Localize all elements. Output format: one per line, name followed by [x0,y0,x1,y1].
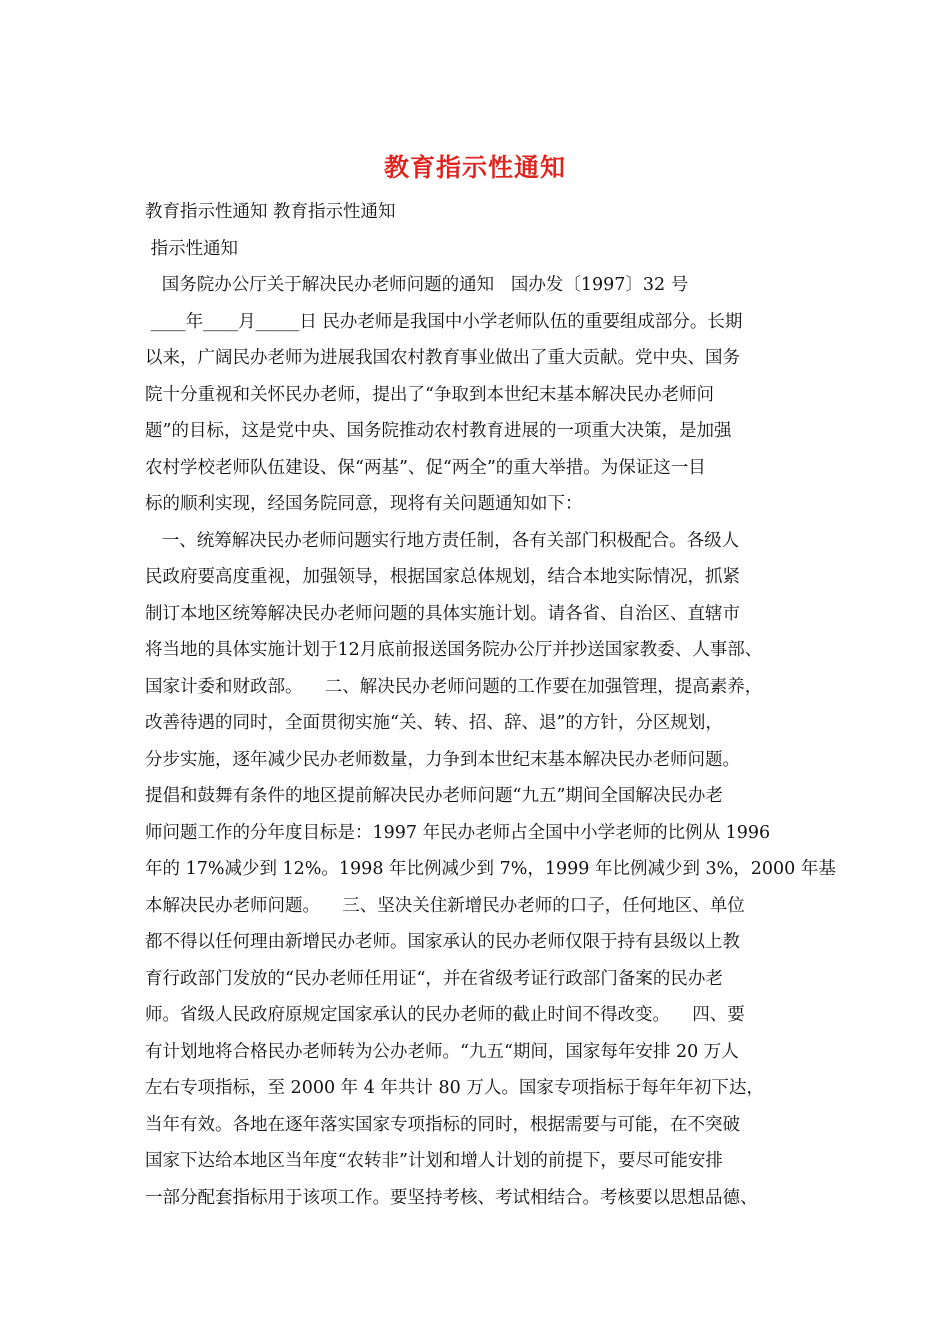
body-line: 师问题工作的分年度目标是：1997 年民办老师占全国中小学老师的比例从 1996 [145,822,771,843]
body-line: 当年有效。各地在逐年落实国家专项指标的同时，根据需要与可能，在不突破 [145,1114,740,1135]
body-line: 师。省级人民政府原规定国家承认的民办老师的截止时间不得改变。 四、要 [145,1005,745,1025]
body-line: ____年____月_____日 民办老师是我国中小学老师队伍的重要组成部分。长期 [145,311,743,332]
body-line: 标的顺利实现，经国务院同意，现将有关问题通知如下： [145,494,583,514]
body-line: 民政府要高度重视，加强领导，根据国家总体规划，结合本地实际情况，抓紧 [145,567,740,587]
body-line: 一部分配套指标用于该项工作。要坚持考核、考试相结合。考核要以思想品德、 [145,1187,758,1208]
body-line: 国家下达给本地区当年度“农转非”计划和增人计划的前提下，要尽可能安排 [145,1151,723,1171]
body-line: 指示性通知 [145,238,239,259]
document-body [145,194,836,1216]
body-line: 分步实施，逐年减少民办老师数量，力争到本世纪末基本解决民办老师问题。 [145,749,740,770]
body-line: 左右专项指标，至 2000 年 4 年共计 80 万人。国家专项指标于每年年初下达， [145,1078,764,1098]
body-line: 国务院办公厅关于解决民办老师问题的通知 国办发〔1997〕32 号 [145,275,689,295]
body-line: 改善待遇的同时，全面贯彻实施“关、转、招、辞、退”的方针，分区规划， [145,713,723,733]
body-line: 题”的目标，这是党中央、国务院推动农村教育进展的一项重大决策，是加强 [145,421,732,441]
body-line: 本解决民办老师问题。 三、坚决关住新增民办老师的口子，任何地区、单位 [145,895,745,916]
body-line: 都不得以任何理由新增民办老师。国家承认的民办老师仅限于持有县级以上教 [145,932,740,952]
body-line: 国家计委和财政部。 二、解决民办老师问题的工作要在加强管理，提高素养， [145,676,763,697]
body-line: 将当地的具体实施计划于12月底前报送国务院办公厅并抄送国家教委、人事部、 [145,640,763,660]
body-line: 制订本地区统筹解决民办老师问题的具体实施计划。请各省、自治区、直辖市 [145,603,740,624]
body-line: 年的 17%减少到 12%。1998 年比例减少到 7%，1999 年比例减少到 3%，2000 年基 [145,859,836,879]
body-line: 院十分重视和关怀民办老师，提出了“争取到本世纪末基本解决民办老师问 [145,384,714,405]
body-line: 教育指示性通知 教育指示性通知 [145,202,396,222]
body-line: 农村学校老师队伍建设、保“两基”、促“两全”的重大举措。为保证这一目 [145,457,706,478]
body-line: 一、统筹解决民办老师问题实行地方责任制，各有关部门积极配合。各级人 [145,530,740,551]
document-title: 教育指示性通知 [383,153,566,182]
body-line: 有计划地将合格民办老师转为公办老师。“九五“期间，国家每年安排 20 万人 [145,1041,739,1062]
body-line: 提倡和鼓舞有条件的地区提前解决民办老师问题“九五”期间全国解决民办老 [145,786,723,806]
body-line: 以来，广阔民办老师为进展我国农村教育事业做出了重大贡献。党中央、国务 [145,348,740,368]
body-line: 育行政部门发放的“民办老师任用证“，并在省级考证行政部门备案的民办老 [145,968,723,989]
